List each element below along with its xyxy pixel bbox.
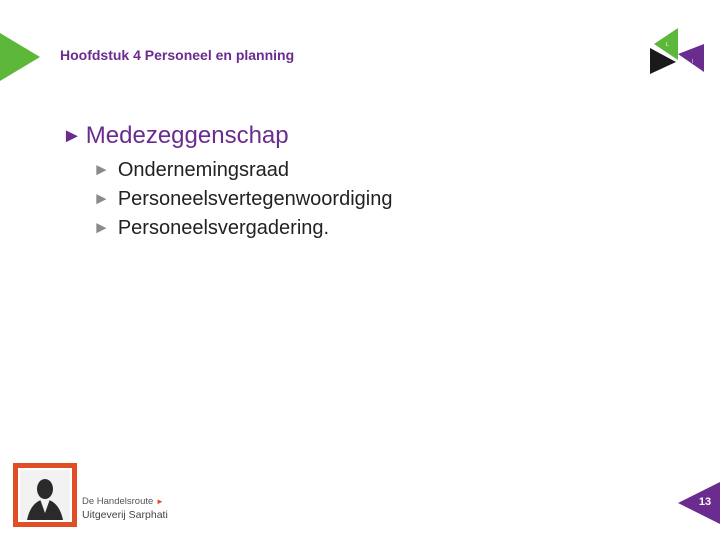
slide-heading-text: Medezeggenschap [85, 122, 289, 149]
publisher-name [82, 496, 168, 521]
corner-logo-icon [650, 26, 706, 76]
bullet-text: Personeelsvertegenwoordiging [117, 188, 393, 210]
publisher-series: De Handelsroute ► [82, 496, 164, 507]
publisher-label: Uitgeverij Sarphati [82, 509, 168, 521]
heading-arrow-icon: ► [62, 125, 82, 147]
bullet-arrow-icon: ► [93, 189, 110, 208]
list-item [93, 214, 392, 243]
green-triangle-decoration [0, 33, 40, 81]
chapter-title: Hoofdstuk 4 Personeel en planning [60, 47, 295, 63]
slide-heading [62, 122, 289, 150]
publisher-portrait-logo [13, 463, 77, 527]
bullet-text: Personeelsvergadering. [117, 217, 330, 239]
orange-arrow-icon: ► [155, 497, 164, 506]
page-number: 13 [698, 496, 712, 508]
bullet-arrow-icon: ► [93, 160, 110, 179]
logo-letter-i: I [692, 59, 694, 65]
list-item [93, 185, 392, 214]
list-item [93, 156, 392, 185]
bullet-arrow-icon: ► [93, 218, 110, 237]
logo-letter-l: L [666, 42, 669, 48]
bullet-text: Ondernemingsraad [117, 159, 290, 181]
bullet-list [93, 156, 392, 243]
